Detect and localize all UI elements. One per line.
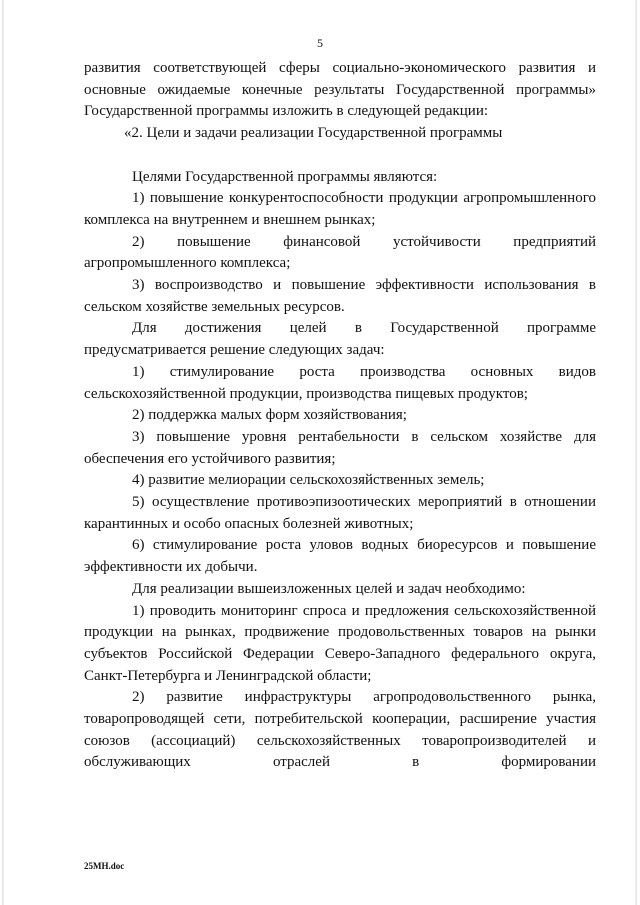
footer-filename: 25МН.doc bbox=[84, 861, 125, 871]
task-item-5: 5) осуществление противоэпизоотических мероприятий в отношении карантинных и особо опасных болезней животных; bbox=[84, 494, 596, 532]
paragraph-intro: развития соответствующей сферы социально-экономического развития и основные ожидаемые конечные результаты Государственной программы» Государственной программы изложить в следующей редакции: bbox=[84, 60, 596, 120]
task-item-6: 6) стимулирование роста уловов водных биоресурсов и повышение эффективности их добычи. bbox=[84, 537, 596, 576]
scan-edge-right bbox=[635, 0, 637, 905]
measure-item-1: 1) проводить мониторинг спроса и предложения сельскохозяйственной продукции на рынках, продвижение продовольственных товаров на рынки субъектов Российской Федерации Северо-Западного федерального округа, Санкт-Петербурга и Ленинградской области; bbox=[84, 602, 596, 684]
paragraph-measures-lead: Для реализации вышеизложенных целей и задач необходимо: bbox=[132, 580, 526, 597]
task-item-3: 3) повышение уровня рентабельности в сельском хозяйстве для обеспечения его устойчивого развития; bbox=[84, 428, 596, 467]
paragraph-goals-lead: Целями Государственной программы являются: bbox=[132, 168, 438, 185]
section-heading: «2. Цели и задачи реализации Государственной программы bbox=[124, 125, 503, 142]
document-body bbox=[84, 58, 596, 774]
scan-edge-left bbox=[2, 0, 4, 905]
task-item-2: 2) поддержка малых форм хозяйствования; bbox=[132, 407, 407, 424]
measure-item-2: 2) развитие инфраструктуры агропродовольственного рынка, товаропроводящей сети, потребительской кооперации, расширение участия союзов (ассоциаций) сельскохозяйственных товаропроизводителей и обслуживающих отраслей в формировании bbox=[84, 689, 596, 771]
paragraph-tasks-lead: Для достижения целей в Государственной программе предусматривается решение следующих задач: bbox=[84, 320, 596, 359]
goal-item-3: 3) воспроизводство и повышение эффективности использования в сельском хозяйстве земельных ресурсов. bbox=[84, 277, 596, 315]
page-number: 5 bbox=[317, 36, 323, 50]
task-item-4: 4) развитие мелиорации сельскохозяйственных земель; bbox=[132, 472, 485, 489]
goal-item-2: 2) повышение финансовой устойчивости предприятий агропромышленного комплекса; bbox=[84, 233, 596, 272]
task-item-1: 1) стимулирование роста производства основных видов сельскохозяйственной продукции, производства пищевых продуктов; bbox=[84, 363, 596, 402]
goal-item-1: 1) повышение конкурентоспособности продукции агропромышленного комплекса на внутреннем и внешнем рынках; bbox=[84, 190, 596, 228]
